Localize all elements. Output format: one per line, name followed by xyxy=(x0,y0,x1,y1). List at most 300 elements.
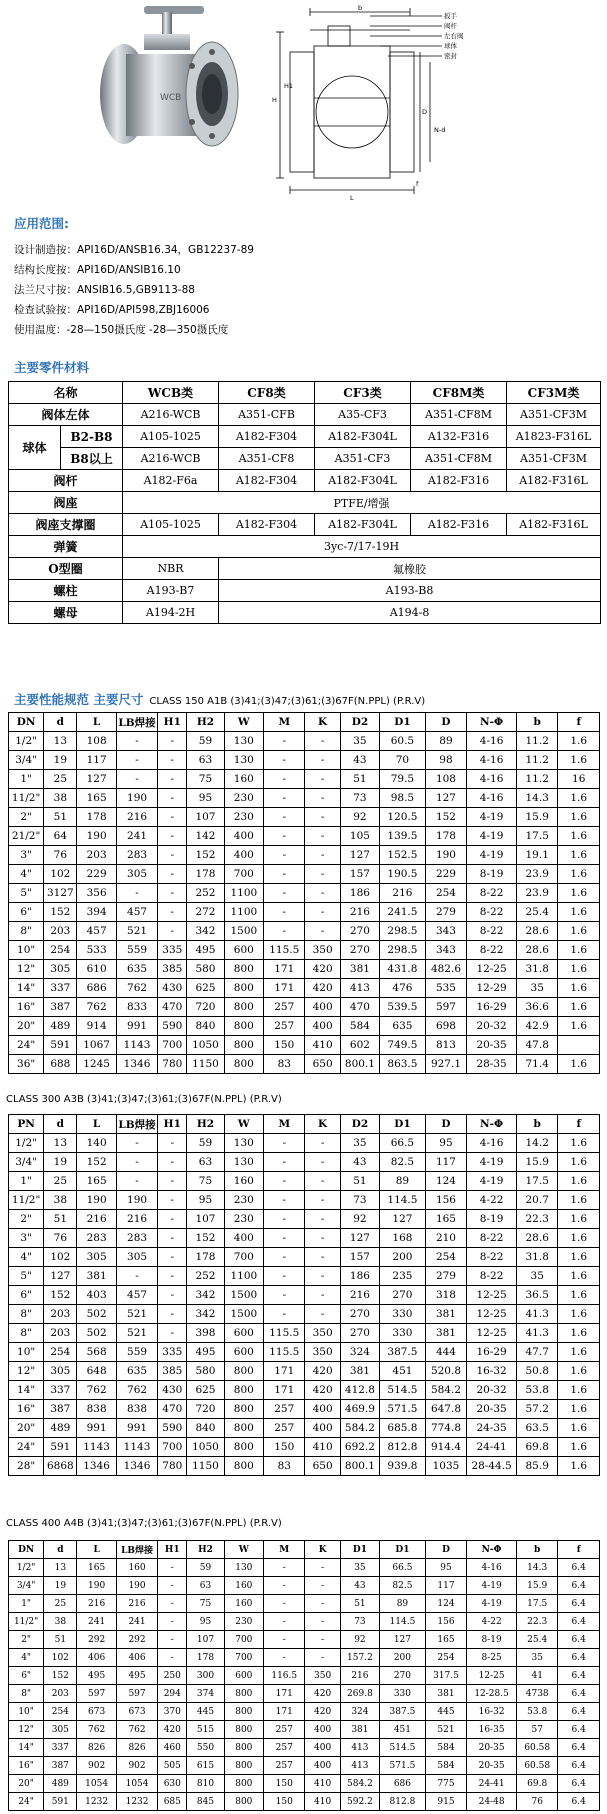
table-cell: 4-19 xyxy=(467,846,517,865)
table-cell: 35 xyxy=(516,1649,557,1667)
table-cell: 165 xyxy=(425,1210,466,1229)
table-cell: 47.8 xyxy=(516,1036,557,1055)
table-cell: 1.6 xyxy=(558,1305,600,1324)
table-cell: 127 xyxy=(340,846,379,865)
table-row xyxy=(9,1400,600,1419)
table-cell: 92 xyxy=(340,808,379,827)
table-cell: - xyxy=(264,1248,305,1267)
cell: A182-F304L xyxy=(315,514,411,536)
table-cell: 381 xyxy=(425,1305,466,1324)
table-cell: 1100 xyxy=(224,903,263,922)
table-row xyxy=(9,1419,600,1438)
table-cell: 272 xyxy=(187,903,224,922)
size-cell: 24" xyxy=(9,1036,44,1055)
table-cell: 826 xyxy=(116,1739,157,1757)
table-cell: 19 xyxy=(44,1153,77,1172)
table-cell: - xyxy=(158,1286,187,1305)
table-cell: 152.5 xyxy=(380,846,426,865)
size-cell: 14" xyxy=(9,979,44,998)
column-header: M xyxy=(264,1541,305,1559)
table-cell: 420 xyxy=(305,1685,340,1703)
table-cell: 270 xyxy=(340,1324,379,1343)
table-cell: 400 xyxy=(224,827,263,846)
class-300-label: CLASS 300 A3B (3)41;(3)47;(3)61;(3)67F(N.PPL) (P.R.V) xyxy=(6,1094,282,1105)
column-header: H1 xyxy=(158,1541,187,1559)
table-cell: - xyxy=(158,1134,187,1153)
table-cell: 160 xyxy=(224,1595,263,1613)
table-cell: 150 xyxy=(264,1438,305,1457)
table-cell: 24-41 xyxy=(467,1775,517,1793)
table-cell: 863.5 xyxy=(380,1055,426,1074)
table-cell: 270 xyxy=(340,922,379,941)
table-cell: 160 xyxy=(224,770,263,789)
table-cell: 216 xyxy=(340,1667,379,1685)
table-row xyxy=(9,1248,600,1267)
cell: A216-WCB xyxy=(123,448,219,470)
size-cell: 16" xyxy=(9,1400,44,1419)
cell: PTFE/增强 xyxy=(123,492,601,514)
callout-handle: 扳手 xyxy=(444,12,457,20)
size-cell: 5" xyxy=(9,1267,44,1286)
table-cell: 178 xyxy=(77,808,116,827)
size-cell: 10" xyxy=(9,1703,44,1721)
size-cell: 16" xyxy=(9,1757,44,1775)
table-row xyxy=(9,1286,600,1305)
table-cell: 83 xyxy=(264,1457,305,1476)
table-cell: 845 xyxy=(187,1793,224,1811)
table-row xyxy=(9,1438,600,1457)
table-cell: 24-41 xyxy=(467,1438,517,1457)
cell: A193-B7 xyxy=(123,580,219,602)
table-cell: 230 xyxy=(224,1191,263,1210)
callout-ball: 球体 xyxy=(444,42,457,50)
table-cell: 1.6 xyxy=(558,1438,600,1457)
table-cell: 6.4 xyxy=(558,1757,600,1775)
table-cell: 92 xyxy=(340,1210,379,1229)
table-cell: 1.6 xyxy=(558,751,600,770)
table-cell: - xyxy=(305,732,340,751)
table-cell: 127 xyxy=(380,1210,426,1229)
table-cell: 4-16 xyxy=(467,1559,517,1577)
table-cell: - xyxy=(305,1577,340,1595)
table-cell: 107 xyxy=(187,1210,224,1229)
table-cell: 130 xyxy=(224,1153,263,1172)
table-cell: 38 xyxy=(44,1191,77,1210)
table-cell: 902 xyxy=(77,1757,116,1775)
size-cell: 1/2" xyxy=(9,1134,44,1153)
table-cell: 335 xyxy=(158,1343,187,1362)
table-cell: 584 xyxy=(425,1757,466,1775)
table-cell: - xyxy=(158,1595,187,1613)
table-cell: 1.6 xyxy=(558,998,600,1017)
table-cell: 833 xyxy=(116,998,157,1017)
table-cell: 63 xyxy=(187,751,224,770)
table-cell: 700 xyxy=(158,1438,187,1457)
column-header: f xyxy=(558,1541,600,1559)
ball-valve-photo xyxy=(86,4,246,154)
table-cell: 102 xyxy=(44,1649,77,1667)
table-cell: 1.6 xyxy=(558,1134,600,1153)
table-cell: 43 xyxy=(340,1153,379,1172)
table-cell: 1.6 xyxy=(558,1153,600,1172)
table-cell: 580 xyxy=(187,960,224,979)
column-header: D1 xyxy=(380,1115,426,1134)
materials-row-ball-1 xyxy=(9,426,601,448)
table-cell: 269.8 xyxy=(340,1685,379,1703)
table-cell: - xyxy=(158,1577,187,1595)
table-cell: 292 xyxy=(116,1631,157,1649)
table-cell: 108 xyxy=(77,732,116,751)
row-label: 阀座支撑圈 xyxy=(9,514,123,536)
table-row xyxy=(9,1267,600,1286)
class-150-label: CLASS 150 A1B (3)41;(3)47;(3)61;(3)67F(N.PPL) (P.R.V) xyxy=(149,696,426,707)
table-cell: 812.8 xyxy=(380,1438,426,1457)
dim-f: f xyxy=(416,180,419,188)
table-cell: 8-22 xyxy=(467,1248,517,1267)
table-cell: 127 xyxy=(380,1631,426,1649)
table-cell: 489 xyxy=(44,1017,77,1036)
table-cell: 152 xyxy=(187,846,224,865)
table-cell: 35 xyxy=(340,1134,379,1153)
table-cell: 590 xyxy=(158,1419,187,1438)
table-cell: 35 xyxy=(516,979,557,998)
row-label: O型圈 xyxy=(9,558,123,580)
column-header: L xyxy=(77,1541,116,1559)
table-cell: 203 xyxy=(44,1685,77,1703)
table-cell: 114.5 xyxy=(380,1191,426,1210)
table-cell: 12-25 xyxy=(467,1286,517,1305)
table-cell: 902 xyxy=(116,1757,157,1775)
table-cell: 444 xyxy=(425,1343,466,1362)
table-cell: 420 xyxy=(305,1362,340,1381)
cell: A351-CF8M xyxy=(411,404,507,426)
table-cell: - xyxy=(305,1595,340,1613)
table-cell: 838 xyxy=(116,1400,157,1419)
table-cell: 350 xyxy=(305,1667,340,1685)
size-cell: 10" xyxy=(9,1343,44,1362)
cell: A182-F316 xyxy=(411,470,507,492)
table-cell: 915 xyxy=(425,1793,466,1811)
dim-b: b xyxy=(358,4,363,12)
table-cell: 686 xyxy=(77,979,116,998)
table-row xyxy=(9,1775,600,1793)
table-cell: - xyxy=(158,1613,187,1631)
table-cell: 610 xyxy=(77,960,116,979)
table-cell: 430 xyxy=(158,979,187,998)
column-header: f xyxy=(558,713,600,732)
table-cell: 107 xyxy=(187,808,224,827)
table-cell: 64 xyxy=(44,827,77,846)
table-cell: 826 xyxy=(77,1739,116,1757)
table-cell: 1050 xyxy=(187,1438,224,1457)
table-cell: 57.2 xyxy=(516,1400,557,1419)
table-cell: 495 xyxy=(116,1667,157,1685)
size-cell: 6" xyxy=(9,1286,44,1305)
table-cell: 350 xyxy=(305,1343,340,1362)
table-row xyxy=(9,1191,600,1210)
table-cell: - xyxy=(158,770,187,789)
table-cell: 762 xyxy=(77,998,116,1017)
table-cell: 4-16 xyxy=(467,751,517,770)
size-cell: 3/4" xyxy=(9,1153,44,1172)
table-cell: 152 xyxy=(44,1286,77,1305)
table-cell: 283 xyxy=(116,846,157,865)
table-cell: 36.6 xyxy=(516,998,557,1017)
header-cell: CF3M类 xyxy=(507,382,601,404)
table-cell: 1.6 xyxy=(558,1017,600,1036)
table-cell: 800 xyxy=(224,1757,263,1775)
table-cell: 400 xyxy=(305,1739,340,1757)
table-cell: 115.5 xyxy=(264,941,305,960)
table-cell: 1150 xyxy=(187,1457,224,1476)
column-header: K xyxy=(305,1115,340,1134)
table-cell: 115.5 xyxy=(264,1343,305,1362)
table-cell: 927.1 xyxy=(425,1055,466,1074)
cell: A351-CFB xyxy=(219,404,315,426)
table-cell: 152 xyxy=(187,1229,224,1248)
table-cell: 108 xyxy=(425,770,466,789)
table-cell: 8-22 xyxy=(467,922,517,941)
table-cell: 115.5 xyxy=(264,1324,305,1343)
table-cell: 700 xyxy=(158,1036,187,1055)
table-cell: 230 xyxy=(224,1613,263,1631)
table-cell: 4-22 xyxy=(467,1191,517,1210)
table-cell: 514.5 xyxy=(380,1381,426,1400)
table-cell: 190 xyxy=(116,1577,157,1595)
materials-row-ball-2 xyxy=(9,448,601,470)
column-header: D2 xyxy=(340,1115,379,1134)
table-cell: 1067 xyxy=(77,1036,116,1055)
table-row xyxy=(9,1343,600,1362)
table-cell: 469.9 xyxy=(340,1400,379,1419)
table-row xyxy=(9,960,600,979)
table-cell: 800 xyxy=(224,1017,263,1036)
cell: A351-CF8 xyxy=(219,448,315,470)
table-cell: 127 xyxy=(77,770,116,789)
header-cell: CF3类 xyxy=(315,382,411,404)
size-cell: 28" xyxy=(9,1457,44,1476)
table-row xyxy=(9,1739,600,1757)
size-cell: 8" xyxy=(9,922,44,941)
table-row xyxy=(9,1559,600,1577)
table-cell: 95 xyxy=(187,1613,224,1631)
table-row xyxy=(9,732,600,751)
table-cell: 31.8 xyxy=(516,960,557,979)
table-cell: 98.5 xyxy=(380,789,426,808)
table-cell: 6.4 xyxy=(558,1793,600,1811)
table-cell: 257 xyxy=(264,1757,305,1775)
cell: A182-F316L xyxy=(507,470,601,492)
table-cell: 374 xyxy=(187,1685,224,1703)
spec-header-row xyxy=(9,1115,600,1134)
table-cell: - xyxy=(264,884,305,903)
table-cell: 160 xyxy=(224,1172,263,1191)
table-cell: 342 xyxy=(187,1286,224,1305)
materials-row-stem xyxy=(9,470,601,492)
table-cell: 1346 xyxy=(116,1055,157,1074)
table-cell: 1.6 xyxy=(558,1191,600,1210)
table-cell: 324 xyxy=(340,1703,379,1721)
row-label: 阀体左体 xyxy=(9,404,123,426)
table-cell: 521 xyxy=(425,1721,466,1739)
column-header: K xyxy=(305,1541,340,1559)
table-cell: 774.8 xyxy=(425,1419,466,1438)
table-cell: 203 xyxy=(77,846,116,865)
table-cell: - xyxy=(305,827,340,846)
table-cell: 24-48 xyxy=(467,1793,517,1811)
table-cell: 63 xyxy=(187,1153,224,1172)
table-cell: 337 xyxy=(44,1739,77,1757)
table-cell: 160 xyxy=(224,1577,263,1595)
table-row xyxy=(9,1172,600,1191)
table-cell: - xyxy=(116,1172,157,1191)
table-cell: 150 xyxy=(264,1775,305,1793)
table-cell: 200 xyxy=(380,1649,426,1667)
materials-row-spring xyxy=(9,536,601,558)
table-cell: 505 xyxy=(158,1757,187,1775)
table-cell: - xyxy=(116,732,157,751)
table-cell: 400 xyxy=(305,1721,340,1739)
table-cell: 216 xyxy=(77,1210,116,1229)
table-cell: 216 xyxy=(77,1595,116,1613)
table-cell: 521 xyxy=(116,1305,157,1324)
table-cell: 6.4 xyxy=(558,1559,600,1577)
table-cell: 186 xyxy=(340,884,379,903)
column-header: LB焊接 xyxy=(116,713,157,732)
table-cell: 600 xyxy=(224,1343,263,1362)
table-cell: 114.5 xyxy=(380,1613,426,1631)
table-cell: 387 xyxy=(44,1400,77,1419)
table-cell: 38 xyxy=(44,1613,77,1631)
table-cell: 4-16 xyxy=(467,770,517,789)
table-cell: - xyxy=(305,1153,340,1172)
table-cell: 57 xyxy=(516,1721,557,1739)
table-cell: 800 xyxy=(224,1400,263,1419)
table-cell: 762 xyxy=(116,979,157,998)
table-cell: 130 xyxy=(224,751,263,770)
table-cell: 73 xyxy=(340,1191,379,1210)
dim-n-d: N-d xyxy=(434,126,446,134)
table-cell: - xyxy=(158,1191,187,1210)
table-cell: 800 xyxy=(224,1419,263,1438)
table-cell: 254 xyxy=(425,1649,466,1667)
table-cell: 470 xyxy=(158,1400,187,1419)
table-cell: 270 xyxy=(380,1667,426,1685)
size-cell: 10" xyxy=(9,941,44,960)
table-cell: - xyxy=(158,846,187,865)
cell: A35-CF3 xyxy=(315,404,411,426)
table-cell: 400 xyxy=(305,1017,340,1036)
table-cell: 95 xyxy=(187,1191,224,1210)
table-cell: 318 xyxy=(425,1286,466,1305)
table-cell: 142 xyxy=(187,827,224,846)
table-cell: - xyxy=(158,1631,187,1649)
table-cell: - xyxy=(305,770,340,789)
table-cell: 431.8 xyxy=(380,960,426,979)
table-cell: 15.9 xyxy=(516,1153,557,1172)
table-cell: - xyxy=(305,846,340,865)
table-cell: 51 xyxy=(44,1210,77,1229)
table-cell: - xyxy=(305,751,340,770)
row-label: 螺柱 xyxy=(9,580,123,602)
table-cell: 124 xyxy=(425,1595,466,1613)
cell: A182-F304 xyxy=(219,514,315,536)
cell: A105-1025 xyxy=(123,514,219,536)
table-cell: 216 xyxy=(116,1210,157,1229)
table-row xyxy=(9,941,600,960)
table-cell: - xyxy=(264,1577,305,1595)
table-cell: - xyxy=(158,1229,187,1248)
table-cell: 330 xyxy=(380,1685,426,1703)
table-cell: - xyxy=(264,1595,305,1613)
table-cell: 51 xyxy=(340,1595,379,1613)
table-cell: 241.5 xyxy=(380,903,426,922)
table-cell: - xyxy=(264,1286,305,1305)
size-cell: 12" xyxy=(9,960,44,979)
table-cell: - xyxy=(116,1153,157,1172)
size-cell: 1/2" xyxy=(9,1559,44,1577)
table-cell: 60.5 xyxy=(380,732,426,751)
table-cell: 16-35 xyxy=(467,1721,517,1739)
column-header: d xyxy=(44,1115,77,1134)
table-cell: 800 xyxy=(224,960,263,979)
table-cell: 521 xyxy=(116,922,157,941)
table-cell: 1.6 xyxy=(558,789,600,808)
table-cell: 13 xyxy=(44,1559,77,1577)
table-cell: 124 xyxy=(425,1172,466,1191)
size-cell: 6" xyxy=(9,1667,44,1685)
table-cell: 23.9 xyxy=(516,865,557,884)
cell: A193-B8 xyxy=(219,580,601,602)
table-cell: - xyxy=(116,751,157,770)
table-cell: 270 xyxy=(340,941,379,960)
column-header: D1 xyxy=(380,713,426,732)
size-cell: 4" xyxy=(9,1649,44,1667)
table-cell: 800 xyxy=(224,1793,263,1811)
table-cell: 16-29 xyxy=(467,1343,517,1362)
table-cell: 489 xyxy=(44,1419,77,1438)
table-cell: 16-32 xyxy=(467,1703,517,1721)
table-cell: 800 xyxy=(224,1457,263,1476)
table-cell: 152 xyxy=(44,1667,77,1685)
table-cell: 800 xyxy=(224,1721,263,1739)
table-cell: 294 xyxy=(158,1685,187,1703)
table-cell: - xyxy=(305,1613,340,1631)
table-cell: 1.6 xyxy=(558,1229,600,1248)
table-cell: 82.5 xyxy=(380,1153,426,1172)
row-sublabel: B2-B8 xyxy=(61,426,123,448)
table-cell: 635 xyxy=(116,960,157,979)
table-cell: - xyxy=(305,1286,340,1305)
table-cell: 495 xyxy=(187,941,224,960)
table-cell: 991 xyxy=(116,1017,157,1036)
table-cell: 130 xyxy=(224,732,263,751)
table-cell: 150 xyxy=(264,1036,305,1055)
table-cell: 82.5 xyxy=(380,1577,426,1595)
table-cell: 6.4 xyxy=(558,1577,600,1595)
table-cell: - xyxy=(264,808,305,827)
table-cell: 171 xyxy=(264,1362,305,1381)
table-cell: 117 xyxy=(425,1153,466,1172)
table-cell: 685 xyxy=(158,1793,187,1811)
table-cell: 51 xyxy=(44,808,77,827)
table-cell: 216 xyxy=(340,1286,379,1305)
table-cell: 305 xyxy=(77,1248,116,1267)
table-cell: 342 xyxy=(187,922,224,941)
table-cell: - xyxy=(264,1210,305,1229)
table-cell: 38 xyxy=(44,789,77,808)
column-header: DN xyxy=(9,713,44,732)
